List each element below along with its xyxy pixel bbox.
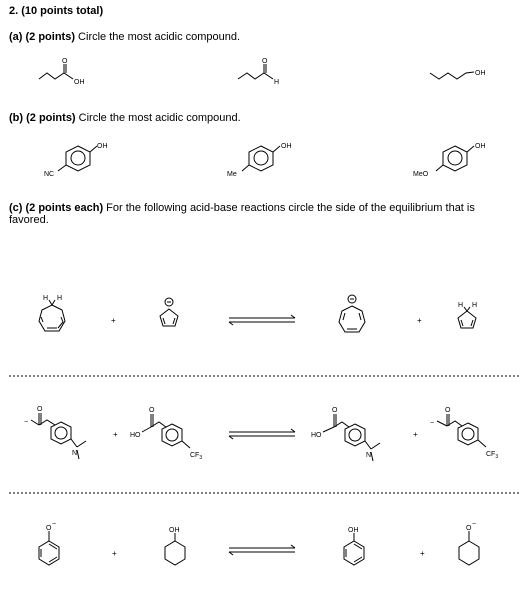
cyano-label: NC <box>44 171 55 178</box>
methyl-label: Me <box>227 171 237 178</box>
butanoic-acid-structure <box>39 58 85 86</box>
equilibrium-arrow <box>229 429 295 439</box>
cyclopentadiene-structure <box>458 302 477 328</box>
part-b-points: (b) (2 points) <box>9 112 76 124</box>
cyclohexoxide-structure <box>459 521 479 565</box>
trifluoromethyl-label <box>486 451 498 460</box>
hydroxyl-label: OH <box>348 527 359 534</box>
butanal-structure <box>238 58 279 86</box>
hydrogen-label: H <box>472 302 478 309</box>
oxide-label: − <box>52 521 57 528</box>
hydroxyl-label: OH <box>475 143 486 150</box>
hydrogen-label: H <box>274 79 280 86</box>
hydroxyl-label: OH <box>475 70 486 77</box>
oxygen-label: O <box>37 406 43 413</box>
cf-text: CF <box>190 452 200 459</box>
hydroxyl-label: HO <box>311 432 322 439</box>
trifluoromethylphenylacetic-acid-structure <box>130 407 202 461</box>
oxygen-label: O <box>262 58 268 65</box>
oxide-label: − <box>24 419 29 426</box>
methoxy-benzyl-alcohol-structure <box>413 143 486 178</box>
cf-text: CF <box>486 451 496 458</box>
dimethylaminophenylacetate-structure <box>24 406 86 459</box>
equilibrium-arrow <box>229 545 295 555</box>
plus-sign: + <box>112 549 117 558</box>
cyclohexanol-structure <box>165 527 185 565</box>
hydroxyl-label: OH <box>169 527 180 534</box>
tropylium-anion-structure <box>339 295 365 332</box>
methyl-benzyl-alcohol-structure <box>227 143 292 178</box>
plus-sign: + <box>113 430 118 439</box>
part-c-text: For the following acid-base reactions circle the side of the equilibrium that is favored. <box>9 202 475 226</box>
phenoxide-structure <box>39 521 59 565</box>
oxide-label: − <box>430 420 435 427</box>
part-b-text: Circle the most acidic compound. <box>75 112 241 124</box>
hydroxyl-label: OH <box>97 143 108 150</box>
plus-sign: + <box>420 549 425 558</box>
cf-subscript: 3 <box>199 455 203 461</box>
oxygen-label: O <box>62 58 68 65</box>
plus-sign: + <box>111 316 116 325</box>
nitrogen-label: N <box>366 452 372 459</box>
hydroxyl-label: HO <box>130 432 141 439</box>
cf-subscript: 3 <box>495 454 499 460</box>
plus-sign: + <box>417 316 422 325</box>
hydroxyl-label: OH <box>281 143 292 150</box>
oxide-label: − <box>472 521 477 528</box>
hydrogen-label: H <box>43 295 49 302</box>
hydrogen-label: H <box>458 302 464 309</box>
trifluoromethylphenylacetate-structure <box>430 407 498 460</box>
trifluoromethyl-label <box>190 452 202 461</box>
part-a-text: Circle the most acidic compound. <box>75 31 241 43</box>
hydrogen-label: H <box>57 295 63 302</box>
phenol-structure <box>344 527 364 565</box>
oxygen-label: O <box>46 525 52 532</box>
cycloheptatriene-structure <box>39 295 65 331</box>
equilibrium-arrow <box>229 315 295 325</box>
part-c-points: (c) (2 points each) <box>9 202 104 214</box>
oxygen-label: O <box>466 525 472 532</box>
cyano-benzyl-alcohol-structure <box>44 143 108 178</box>
question-header: 2. (10 points total) <box>9 5 104 17</box>
methoxy-label: MeO <box>413 171 429 178</box>
part-a-points: (a) (2 points) <box>9 31 75 43</box>
butanol-structure <box>430 70 486 79</box>
cyclopentadienyl-anion-structure <box>160 298 178 326</box>
plus-sign: + <box>413 430 418 439</box>
hydroxyl-label: OH <box>74 79 85 86</box>
nitrogen-label: N <box>72 450 78 457</box>
oxygen-label: O <box>332 407 338 414</box>
dimethylaminophenylacetic-acid-structure <box>311 407 380 461</box>
oxygen-label: O <box>149 407 155 414</box>
oxygen-label: O <box>445 407 451 414</box>
